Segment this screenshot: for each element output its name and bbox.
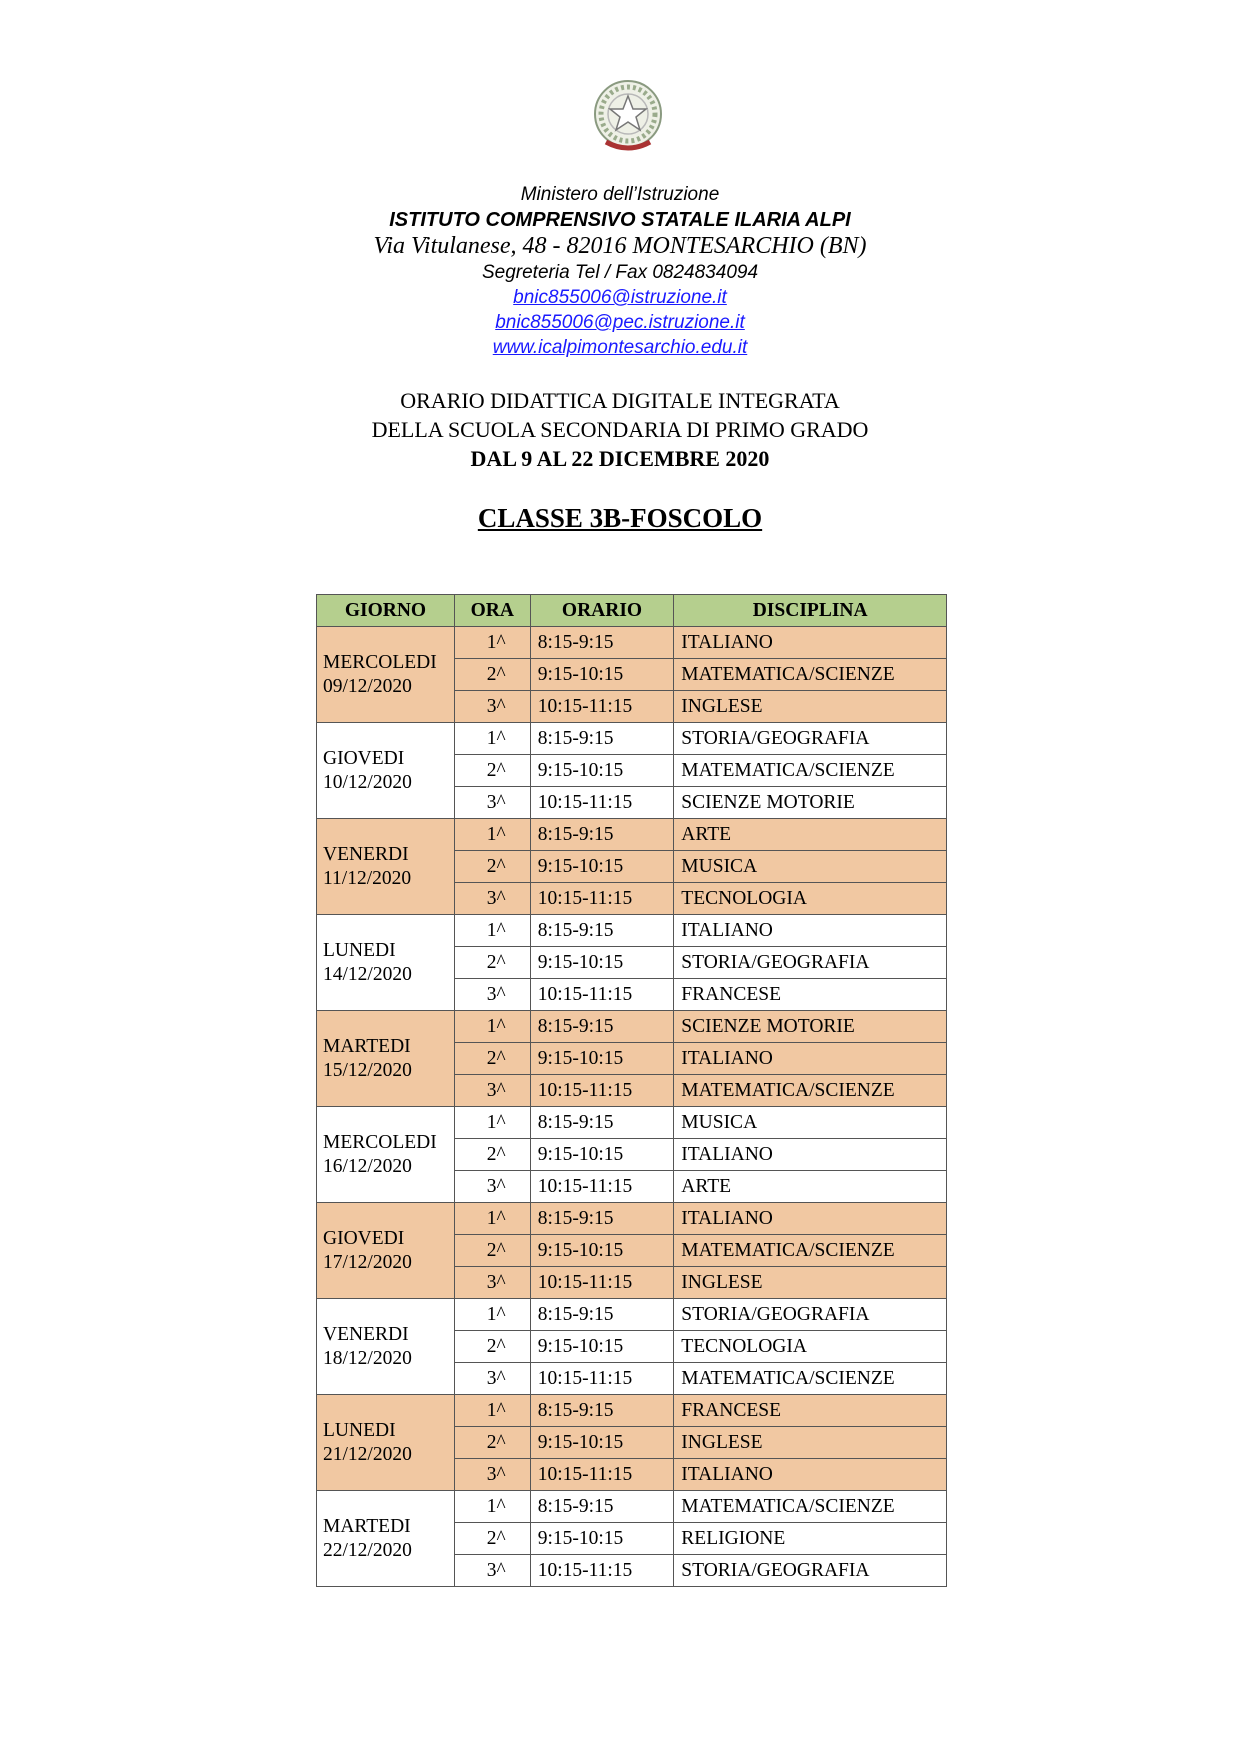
ora-cell: 1^ bbox=[454, 819, 530, 851]
orario-cell: 8:15-9:15 bbox=[530, 1491, 674, 1523]
disciplina-cell: STORIA/GEOGRAFIA bbox=[674, 723, 947, 755]
document-date-range: DAL 9 AL 22 DICEMBRE 2020 bbox=[470, 446, 770, 471]
ora-cell: 1^ bbox=[454, 627, 530, 659]
table-row bbox=[317, 1299, 947, 1331]
ora-cell: 1^ bbox=[454, 1299, 530, 1331]
ora-cell: 2^ bbox=[454, 1139, 530, 1171]
schedule-body bbox=[317, 627, 947, 1587]
day-cell bbox=[317, 1299, 455, 1395]
republic-emblem bbox=[588, 76, 668, 156]
ora-cell: 2^ bbox=[454, 1427, 530, 1459]
day-cell bbox=[317, 1395, 455, 1491]
ora-cell: 3^ bbox=[454, 1363, 530, 1395]
header-orario: ORARIO bbox=[530, 595, 674, 627]
document-title-line-2: DELLA SCUOLA SECONDARIA DI PRIMO GRADO bbox=[371, 417, 869, 442]
orario-cell: 10:15-11:15 bbox=[530, 1267, 674, 1299]
ora-cell: 2^ bbox=[454, 851, 530, 883]
day-name: MERCOLEDI bbox=[323, 1131, 437, 1153]
table-row bbox=[317, 1203, 947, 1235]
table-row bbox=[317, 1491, 947, 1523]
day-name: LUNEDI bbox=[323, 1419, 396, 1441]
orario-cell: 10:15-11:15 bbox=[530, 1171, 674, 1203]
ora-cell: 1^ bbox=[454, 915, 530, 947]
table-row bbox=[317, 723, 947, 755]
ora-cell: 3^ bbox=[454, 979, 530, 1011]
day-name: GIOVEDI bbox=[323, 1227, 405, 1249]
disciplina-cell: MUSICA bbox=[674, 1107, 947, 1139]
orario-cell: 8:15-9:15 bbox=[530, 1203, 674, 1235]
orario-cell: 8:15-9:15 bbox=[530, 915, 674, 947]
day-cell bbox=[317, 1011, 455, 1107]
disciplina-cell: INGLESE bbox=[674, 691, 947, 723]
email-link[interactable]: bnic855006@istruzione.it bbox=[513, 287, 727, 308]
pec-link[interactable]: bnic855006@pec.istruzione.it bbox=[495, 312, 745, 333]
disciplina-cell: MUSICA bbox=[674, 851, 947, 883]
day-date: 09/12/2020 bbox=[323, 675, 412, 697]
class-title: CLASSE 3B-FOSCOLO bbox=[477, 503, 763, 533]
schedule-table bbox=[316, 594, 947, 1587]
day-cell bbox=[317, 915, 455, 1011]
orario-cell: 8:15-9:15 bbox=[530, 1107, 674, 1139]
day-date: 17/12/2020 bbox=[323, 1251, 412, 1273]
orario-cell: 9:15-10:15 bbox=[530, 851, 674, 883]
ministry-name: Ministero dell’Istruzione bbox=[520, 184, 720, 205]
ora-cell: 3^ bbox=[454, 691, 530, 723]
orario-cell: 10:15-11:15 bbox=[530, 691, 674, 723]
disciplina-cell: INGLESE bbox=[674, 1427, 947, 1459]
disciplina-cell: SCIENZE MOTORIE bbox=[674, 787, 947, 819]
day-date: 21/12/2020 bbox=[323, 1443, 412, 1465]
ora-cell: 3^ bbox=[454, 1267, 530, 1299]
disciplina-cell: MATEMATICA/SCIENZE bbox=[674, 659, 947, 691]
day-date: 14/12/2020 bbox=[323, 963, 412, 985]
ora-cell: 3^ bbox=[454, 1555, 530, 1587]
orario-cell: 9:15-10:15 bbox=[530, 1043, 674, 1075]
document-title-line-1: ORARIO DIDATTICA DIGITALE INTEGRATA bbox=[400, 388, 840, 413]
header-disciplina: DISCIPLINA bbox=[674, 595, 947, 627]
disciplina-cell: ITALIANO bbox=[674, 627, 947, 659]
disciplina-cell: TECNOLOGIA bbox=[674, 883, 947, 915]
disciplina-cell: INGLESE bbox=[674, 1267, 947, 1299]
day-name: LUNEDI bbox=[323, 939, 396, 961]
orario-cell: 9:15-10:15 bbox=[530, 1331, 674, 1363]
ora-cell: 2^ bbox=[454, 1043, 530, 1075]
ora-cell: 1^ bbox=[454, 1011, 530, 1043]
disciplina-cell: MATEMATICA/SCIENZE bbox=[674, 1491, 947, 1523]
ora-cell: 2^ bbox=[454, 755, 530, 787]
table-row bbox=[317, 1107, 947, 1139]
orario-cell: 9:15-10:15 bbox=[530, 1427, 674, 1459]
orario-cell: 10:15-11:15 bbox=[530, 787, 674, 819]
day-date: 18/12/2020 bbox=[323, 1347, 412, 1369]
disciplina-cell: STORIA/GEOGRAFIA bbox=[674, 947, 947, 979]
orario-cell: 10:15-11:15 bbox=[530, 1075, 674, 1107]
ora-cell: 2^ bbox=[454, 947, 530, 979]
school-address: Via Vitulanese, 48 - 82016 MONTESARCHIO (BN) bbox=[373, 233, 867, 259]
school-name: ISTITUTO COMPRENSIVO STATALE ILARIA ALPI bbox=[389, 209, 851, 231]
ora-cell: 2^ bbox=[454, 1523, 530, 1555]
orario-cell: 10:15-11:15 bbox=[530, 883, 674, 915]
table-row bbox=[317, 1011, 947, 1043]
disciplina-cell: STORIA/GEOGRAFIA bbox=[674, 1299, 947, 1331]
orario-cell: 8:15-9:15 bbox=[530, 627, 674, 659]
disciplina-cell: ITALIANO bbox=[674, 1043, 947, 1075]
day-date: 10/12/2020 bbox=[323, 771, 412, 793]
day-cell bbox=[317, 723, 455, 819]
orario-cell: 9:15-10:15 bbox=[530, 1235, 674, 1267]
day-date: 11/12/2020 bbox=[323, 867, 412, 889]
ora-cell: 3^ bbox=[454, 1171, 530, 1203]
disciplina-cell: STORIA/GEOGRAFIA bbox=[674, 1555, 947, 1587]
day-name: VENERDI bbox=[323, 843, 409, 865]
orario-cell: 8:15-9:15 bbox=[530, 723, 674, 755]
day-cell bbox=[317, 627, 455, 723]
orario-cell: 9:15-10:15 bbox=[530, 947, 674, 979]
ora-cell: 2^ bbox=[454, 1235, 530, 1267]
disciplina-cell: ITALIANO bbox=[674, 1139, 947, 1171]
table-header-row bbox=[317, 595, 947, 627]
disciplina-cell: MATEMATICA/SCIENZE bbox=[674, 1075, 947, 1107]
orario-cell: 10:15-11:15 bbox=[530, 1363, 674, 1395]
table-row bbox=[317, 627, 947, 659]
day-name: MERCOLEDI bbox=[323, 651, 437, 673]
orario-cell: 10:15-11:15 bbox=[530, 1459, 674, 1491]
day-cell bbox=[317, 1491, 455, 1587]
ora-cell: 2^ bbox=[454, 1331, 530, 1363]
orario-cell: 10:15-11:15 bbox=[530, 1555, 674, 1587]
day-cell bbox=[317, 819, 455, 915]
ora-cell: 1^ bbox=[454, 1491, 530, 1523]
orario-cell: 9:15-10:15 bbox=[530, 1139, 674, 1171]
disciplina-cell: RELIGIONE bbox=[674, 1523, 947, 1555]
school-phone: Segreteria Tel / Fax 0824834094 bbox=[481, 262, 759, 283]
disciplina-cell: ARTE bbox=[674, 1171, 947, 1203]
ora-cell: 1^ bbox=[454, 1395, 530, 1427]
ora-cell: 3^ bbox=[454, 883, 530, 915]
disciplina-cell: FRANCESE bbox=[674, 979, 947, 1011]
orario-cell: 9:15-10:15 bbox=[530, 659, 674, 691]
orario-cell: 9:15-10:15 bbox=[530, 755, 674, 787]
ora-cell: 1^ bbox=[454, 1203, 530, 1235]
disciplina-cell: ARTE bbox=[674, 819, 947, 851]
day-cell bbox=[317, 1107, 455, 1203]
disciplina-cell: ITALIANO bbox=[674, 1203, 947, 1235]
ora-cell: 3^ bbox=[454, 787, 530, 819]
day-date: 15/12/2020 bbox=[323, 1059, 412, 1081]
disciplina-cell: ITALIANO bbox=[674, 915, 947, 947]
ora-cell: 2^ bbox=[454, 659, 530, 691]
disciplina-cell: ITALIANO bbox=[674, 1459, 947, 1491]
day-name: GIOVEDI bbox=[323, 747, 405, 769]
day-name: MARTEDI bbox=[323, 1035, 411, 1057]
day-name: VENERDI bbox=[323, 1323, 409, 1345]
orario-cell: 8:15-9:15 bbox=[530, 1395, 674, 1427]
website-link[interactable]: www.icalpimontesarchio.edu.it bbox=[492, 337, 748, 358]
day-cell bbox=[317, 1203, 455, 1299]
ora-cell: 3^ bbox=[454, 1459, 530, 1491]
disciplina-cell: TECNOLOGIA bbox=[674, 1331, 947, 1363]
disciplina-cell: MATEMATICA/SCIENZE bbox=[674, 1363, 947, 1395]
ora-cell: 1^ bbox=[454, 1107, 530, 1139]
ora-cell: 1^ bbox=[454, 723, 530, 755]
disciplina-cell: FRANCESE bbox=[674, 1395, 947, 1427]
orario-cell: 8:15-9:15 bbox=[530, 1011, 674, 1043]
disciplina-cell: MATEMATICA/SCIENZE bbox=[674, 755, 947, 787]
header-giorno: GIORNO bbox=[317, 595, 455, 627]
table-row bbox=[317, 1395, 947, 1427]
table-row bbox=[317, 915, 947, 947]
day-date: 22/12/2020 bbox=[323, 1539, 412, 1561]
ora-cell: 3^ bbox=[454, 1075, 530, 1107]
day-name: MARTEDI bbox=[323, 1515, 411, 1537]
header-ora: ORA bbox=[454, 595, 530, 627]
orario-cell: 10:15-11:15 bbox=[530, 979, 674, 1011]
disciplina-cell: SCIENZE MOTORIE bbox=[674, 1011, 947, 1043]
day-date: 16/12/2020 bbox=[323, 1155, 412, 1177]
disciplina-cell: MATEMATICA/SCIENZE bbox=[674, 1235, 947, 1267]
table-row bbox=[317, 819, 947, 851]
orario-cell: 9:15-10:15 bbox=[530, 1523, 674, 1555]
orario-cell: 8:15-9:15 bbox=[530, 819, 674, 851]
orario-cell: 8:15-9:15 bbox=[530, 1299, 674, 1331]
